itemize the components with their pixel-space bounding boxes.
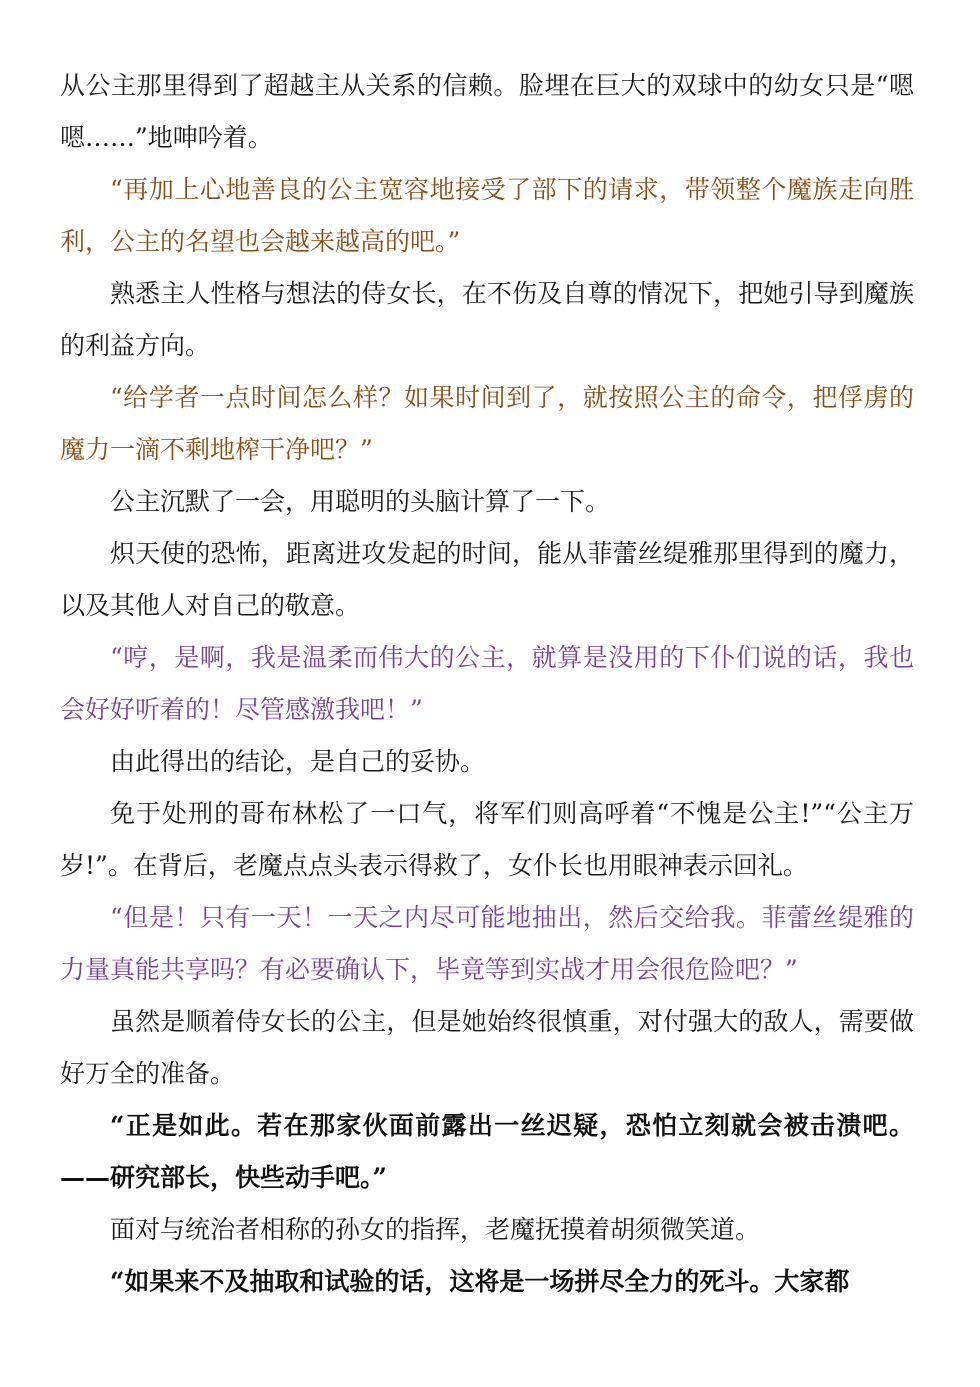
bold-dialogue-paragraph: “如果来不及抽取和试验的话，这将是一场拼尽全力的死斗。大家都 <box>110 1267 850 1296</box>
maid-dialogue-paragraph: “给学者一点时间怎么样？如果时间到了，就按照公主的命令，把俘虏的魔力一滴不剩地榨干净吧？” <box>60 383 914 464</box>
narration-paragraph: 面对与统治者相称的孙女的指挥，老魔抚摸着胡须微笑道。 <box>110 1215 761 1244</box>
narration-paragraph: 从公主那里得到了超越主从关系的信赖。脸埋在巨大的双球中的幼女只是“嗯嗯……”地呻吟着。 <box>60 71 914 152</box>
narration-paragraph: 公主沉默了一会，用聪明的头脑计算了一下。 <box>110 487 611 516</box>
narration-paragraph: 免于处刑的哥布林松了一口气，将军们则高呼着“不愧是公主!”“公主万岁!”。在背后，老魔点点头表示得救了，女仆长也用眼神表示回礼。 <box>60 799 914 880</box>
narration-paragraph: 炽天使的恐怖，距离进攻发起的时间，能从菲蕾丝缇雅那里得到的魔力，以及其他人对自己的敬意。 <box>60 539 914 620</box>
maid-dialogue-paragraph: “再加上心地善良的公主宽容地接受了部下的请求，带领整个魔族走向胜利，公主的名望也会越来越高的吧。” <box>60 175 914 256</box>
princess-dialogue-paragraph: “但是！只有一天！一天之内尽可能地抽出，然后交给我。菲蕾丝缇雅的力量真能共享吗？有必要确认下，毕竟等到实战才用会很危险吧？” <box>60 903 914 984</box>
narration-paragraph: 由此得出的结论，是自己的妥协。 <box>110 747 486 776</box>
princess-dialogue-paragraph: “哼，是啊，我是温柔而伟大的公主，就算是没用的下仆们说的话，我也会好好听着的！尽管感激我吧！” <box>60 643 914 724</box>
narration-paragraph: 虽然是顺着侍女长的公主，但是她始终很慎重，对付强大的敌人，需要做好万全的准备。 <box>60 1007 914 1088</box>
bold-dialogue-paragraph: “正是如此。若在那家伙面前露出一丝迟疑，恐怕立刻就会被击溃吧。——研究部长，快些动手吧。” <box>60 1111 914 1192</box>
narration-paragraph: 熟悉主人性格与想法的侍女长，在不伤及自尊的情况下，把她引导到魔族的利益方向。 <box>60 279 914 360</box>
